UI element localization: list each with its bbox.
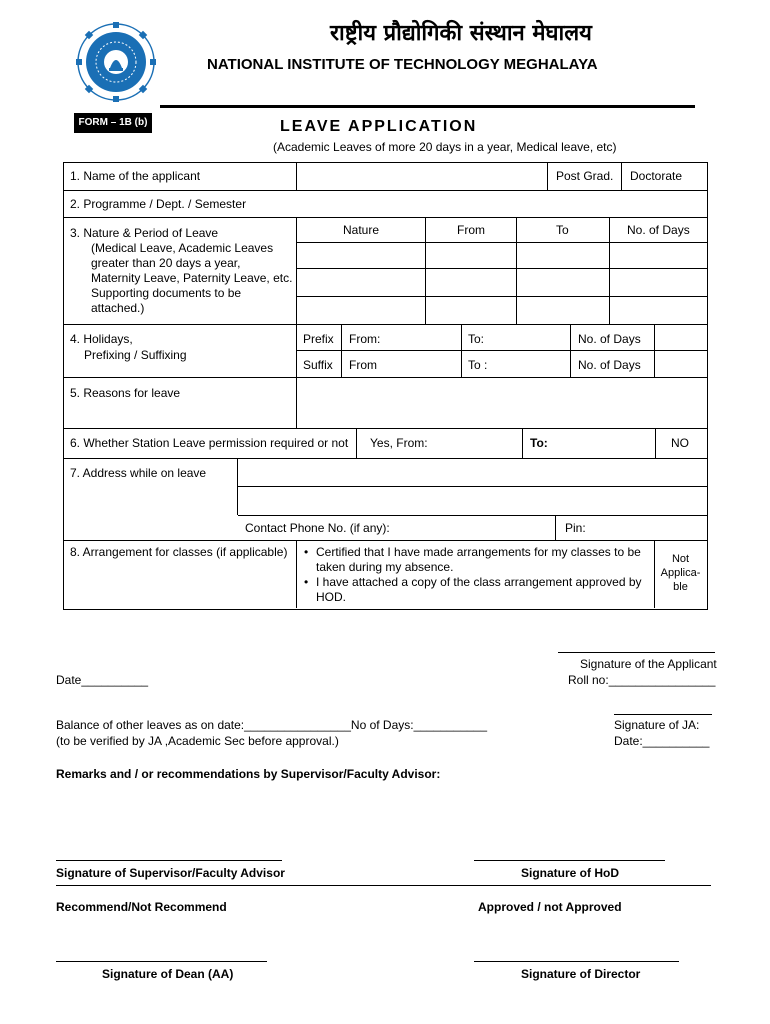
supervisor-signature-label: Signature of Supervisor/Faculty Advisor	[56, 866, 285, 880]
col-nature: Nature	[343, 223, 380, 237]
col-from: From	[457, 223, 485, 237]
arrangement-bullets	[302, 545, 647, 605]
pin-label[interactable]: Pin:	[565, 521, 586, 535]
name-field[interactable]	[297, 163, 547, 190]
remarks-label: Remarks and / or recommendations by Supervisor/Faculty Advisor:	[56, 767, 441, 781]
header-rule	[160, 105, 695, 108]
form-subtitle: (Academic Leaves of more 20 days in a year, Medical leave, etc)	[273, 140, 617, 154]
applicant-signature-label: Signature of the Applicant	[580, 657, 717, 671]
address-field-1[interactable]	[238, 459, 706, 486]
prefix-suffix-label: Prefixing / Suffixing	[84, 348, 187, 362]
bullet-certified[interactable]: • Certified that I have made arrangements for my classes to be taken during my absence.	[302, 545, 647, 575]
station-leave-to[interactable]: To:	[530, 436, 548, 450]
approved-option[interactable]: Approved / not Approved	[478, 900, 622, 914]
prefix-days: No. of Days	[578, 332, 641, 346]
not-applicable-option[interactable]: Not Applica- ble	[660, 553, 701, 593]
programme-field[interactable]	[250, 191, 705, 217]
date-field[interactable]: Date__________	[56, 673, 149, 687]
programme-label: 2. Programme / Dept. / Semester	[70, 197, 247, 211]
hod-signature-label: Signature of HoD	[521, 866, 619, 880]
remarks-field[interactable]	[56, 785, 711, 855]
station-leave-label: 6. Whether Station Leave permission required or not	[70, 436, 349, 450]
prefix-from[interactable]: From:	[349, 332, 381, 346]
institute-name: NATIONAL INSTITUTE OF TECHNOLOGY MEGHALAYA	[207, 56, 598, 73]
post-grad-option[interactable]: Post Grad.	[556, 169, 614, 183]
institute-name-hindi: राष्ट्रीय प्रौद्योगिकी संस्थान मेघालय	[330, 21, 592, 46]
form-number-badge: FORM – 1B (b)	[74, 113, 152, 133]
suffix-label: Suffix	[303, 358, 333, 372]
institute-logo	[76, 22, 156, 102]
dean-signature-label: Signature of Dean (AA)	[102, 967, 234, 981]
prefix-to[interactable]: To:	[468, 332, 485, 346]
nature-field-1[interactable]	[297, 243, 425, 268]
form-title: LEAVE APPLICATION	[280, 118, 478, 135]
verification-note: (to be verified by JA ,Academic Sec before approval.)	[56, 734, 339, 748]
nature-period-label: 3. Nature & Period of Leave (Medical Leave, Academic Leaves greater than 20 days a year, Maternity Leave, Paternity Leave, etc. Supporting documents to be attached.)	[70, 226, 293, 315]
ja-date-field[interactable]: Date:__________	[614, 734, 710, 748]
ja-signature-label: Signature of JA:	[614, 718, 700, 732]
recommend-option[interactable]: Recommend/Not Recommend	[56, 900, 227, 914]
arrangement-label: 8. Arrangement for classes (if applicable)	[70, 545, 288, 559]
suffix-to[interactable]: To :	[468, 358, 488, 372]
suffix-from[interactable]: From	[349, 358, 377, 372]
station-leave-no[interactable]: NO	[671, 436, 689, 450]
bullet-attached[interactable]: • I have attached a copy of the class arrangement approved by HOD.	[302, 575, 647, 605]
station-leave-yes[interactable]: Yes, From:	[370, 436, 428, 450]
holidays-label: 4. Holidays,	[70, 332, 133, 346]
prefix-label: Prefix	[303, 332, 334, 346]
reasons-label: 5. Reasons for leave	[70, 386, 181, 400]
nature-field-3[interactable]	[297, 297, 425, 324]
name-label: 1. Name of the applicant	[70, 169, 201, 183]
col-to: To	[556, 223, 569, 237]
doctorate-option[interactable]: Doctorate	[630, 169, 683, 183]
address-label: 7. Address while on leave	[70, 466, 207, 480]
reasons-field[interactable]	[297, 378, 706, 428]
suffix-days: No. of Days	[578, 358, 641, 372]
nature-field-2[interactable]	[297, 269, 425, 296]
director-signature-label: Signature of Director	[521, 967, 641, 981]
balance-leaves-line[interactable]: Balance of other leaves as on date:________________No of Days:___________	[56, 718, 488, 732]
contact-phone-label[interactable]: Contact Phone No. (if any):	[245, 521, 390, 535]
roll-no-field[interactable]: Roll no:________________	[568, 673, 716, 687]
address-field-2[interactable]	[238, 487, 706, 515]
col-days: No. of Days	[627, 223, 690, 237]
nit-meghalaya-emblem-icon	[76, 22, 156, 102]
